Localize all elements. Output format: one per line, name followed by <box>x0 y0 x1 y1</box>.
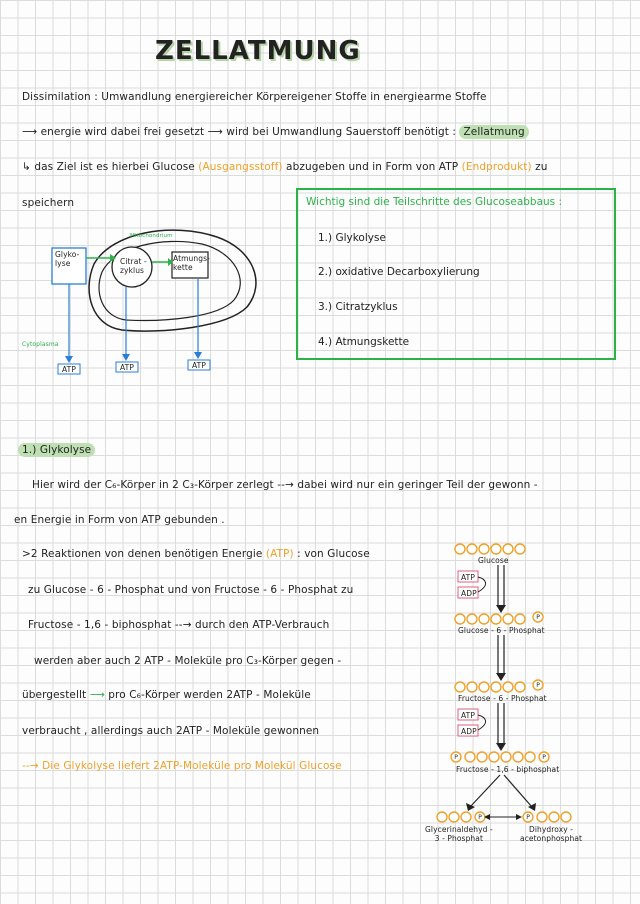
intro-line-2-prefix: energie wird dabei frei gesetzt <box>40 126 205 138</box>
intro-line-3-a: ↳ das Ziel ist es hierbei Glucose <box>22 161 195 173</box>
intro-line-3 <box>22 161 548 173</box>
intro-line-2-mid: wird bei Umwandlung Sauerstoff benötigt : <box>226 126 457 138</box>
arrow-down-icon <box>496 605 506 613</box>
zellatmung-highlight: Zellatmung <box>459 125 528 139</box>
glykolyse-heading: 1.) Glykolyse <box>18 443 95 457</box>
atp-curve <box>478 577 486 592</box>
arrow-right-icon: ⟶ <box>22 126 41 138</box>
glyko-p2-line5-b: pro C₆-Körper werden 2ATP - Moleküle <box>108 689 311 701</box>
step-item: 1.) Glykolyse <box>318 232 386 244</box>
atp-label-3: ATP <box>192 361 206 370</box>
intro-line-3-c: zu <box>535 161 548 173</box>
adp-label: ADP <box>461 589 477 598</box>
glyko-p1-line1 <box>32 479 538 491</box>
phosphate-icon: P <box>542 754 546 761</box>
mitochondrium-label: Mitochondrium <box>130 233 173 239</box>
atp-label-1: ATP <box>62 365 76 374</box>
step-item: 4.) Atmungskette <box>318 336 410 348</box>
phosphate-icon: P <box>478 814 482 821</box>
cell-respiration-diagram <box>22 222 282 382</box>
glyko-p2-line1-a: >2 Reaktionen von denen benötigen Energie <box>22 548 263 560</box>
glyko-p2-line1 <box>22 548 370 560</box>
arrow-down-icon <box>496 743 506 751</box>
glyko-p2-line5 <box>22 689 311 701</box>
f16bp-label: Fructose - 1,6 - biphosphat <box>456 765 560 774</box>
glyko-p1-line1-a: Hier wird der C₆-Körper in 2 C₃-Körper zerlegt <box>32 479 274 491</box>
glyko-p2-line3: Fructose - 1,6 - biphosphat --→ durch den ATP-Verbrauch <box>28 619 330 631</box>
glyko-p2-line2: zu Glucose - 6 - Phosphat und von Fructose - 6 - Phosphat zu <box>28 584 354 596</box>
dhap-label: Dihydroxy - acetonphosphat <box>520 825 583 843</box>
arrow-right-icon: ⟶ <box>207 126 227 138</box>
intro-line-1: Dissimilation : Umwandlung energiereicher Körpereigener Stoffe in energiearme Stoffe <box>22 91 487 103</box>
f6p-label: Fructose - 6 - Phosphat <box>458 694 547 703</box>
atp-orange-label: (ATP) <box>265 548 294 560</box>
endprodukt-label: (Endprodukt) <box>461 161 532 173</box>
atmungskette-label: Atmungs- kette <box>173 254 210 272</box>
arrow-down-icon <box>65 356 73 363</box>
arrow-down-icon <box>194 352 202 359</box>
ausgangsstoff-label: (Ausgangsstoff) <box>198 161 283 173</box>
atp-label: ATP <box>461 573 475 582</box>
atp-label-2: ATP <box>120 363 134 372</box>
intro-line-3-b: abzugeben und in Form von ATP <box>286 161 459 173</box>
arrow-down-icon <box>122 354 130 361</box>
phosphate-icon: P <box>454 754 458 761</box>
phosphate-icon: P <box>536 614 540 621</box>
glucose-label: Glucose <box>478 556 509 565</box>
cytoplasma-label: Cytoplasma <box>22 341 59 348</box>
phosphate-icon: P <box>526 814 530 821</box>
glyko-p2-line6: verbraucht , allerdings auch 2ATP - Moleküle gewonnen <box>22 725 320 737</box>
atp-curve <box>478 715 486 730</box>
glyko-p2-line4: werden aber auch 2 ATP - Moleküle pro C₃-Körper gegen - <box>34 655 342 667</box>
arrow-down-left-icon <box>466 803 475 811</box>
intro-line-4: speichern <box>22 197 75 209</box>
glyko-p1-line2: en Energie in Form von ATP gebunden . <box>14 514 225 526</box>
steps-box-heading: Wichtig sind die Teilschritte des Glucoseabbaus : <box>306 196 563 208</box>
adp-label: ADP <box>461 727 477 736</box>
atp-label: ATP <box>461 711 475 720</box>
phosphate-icon: P <box>536 682 540 689</box>
glykolyse-box-label: Glyko- lyse <box>55 250 80 268</box>
arrow-down-icon <box>496 673 506 681</box>
glyko-conclusion: --→ Die Glykolyse liefert 2ATP-Moleküle pro Molekül Glucose <box>22 760 342 772</box>
g6p-label: Glucose - 6 - Phosphat <box>458 626 545 635</box>
intro-line-2 <box>22 126 529 138</box>
arrow-right-icon <box>516 814 522 820</box>
page-title: ZELLATMUNG <box>155 36 361 66</box>
citratzyklus-label: Citrat - zyklus <box>120 257 147 275</box>
g3p-label: Glycerinaldehyd - 3 - Phosphat <box>425 825 493 843</box>
arrow-right-icon: --→ <box>277 479 298 491</box>
step-item: 2.) oxidative Decarboxylierung <box>318 266 480 278</box>
arrow-right-icon: ⟶ <box>89 689 109 701</box>
glyko-p2-line1-b: : von Glucose <box>297 548 370 560</box>
step-item: 3.) Citratzyklus <box>318 301 398 313</box>
steps-box <box>296 188 616 360</box>
glyko-p2-line5-a: übergestellt <box>22 689 87 701</box>
glyko-p1-line1-b: dabei wird nur ein geringer Teil der gewonn - <box>297 479 538 491</box>
